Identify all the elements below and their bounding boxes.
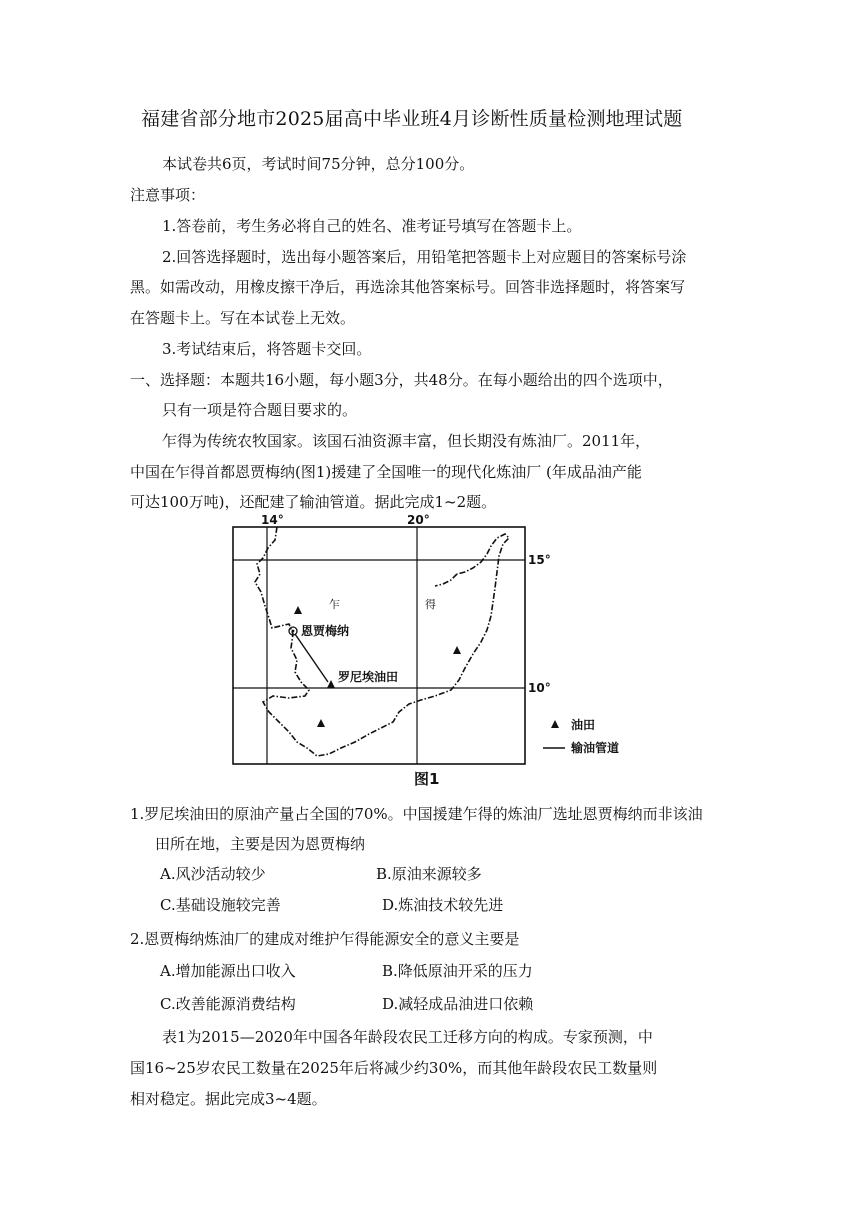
note-1: 1.答卷前，考生务必将自己的姓名、准考证号填写在答题卡上。 — [162, 217, 582, 235]
legend-pipeline-label: 输油管道 — [571, 741, 620, 755]
lat-10-label: 10° — [528, 681, 551, 695]
lon-14-label: 14° — [261, 513, 284, 527]
page-title: 福建省部分地市2025届高中毕业班4月诊断性质量检测地理试题 — [141, 108, 683, 130]
country-name-char-2: 得 — [425, 598, 436, 611]
notes-title: 注意事项： — [130, 186, 206, 204]
note-2-line-2: 黑。如需改动，用橡皮擦干净后，再选涂其他答案标号。回答非选择题时，将答案写 — [130, 278, 686, 296]
passage-2-line-2: 国16~25岁农民工数量在2025年后将减少约30%，而其他年龄段农民工数量则 — [130, 1059, 658, 1077]
oilfield-marker — [294, 606, 302, 614]
oilfield-marker — [453, 646, 461, 654]
q1-stem-line-1: 1.罗尼埃油田的原油产量占全国的70%。中国援建乍得的炼油厂选址恩贾梅纳而非该油 — [130, 805, 703, 823]
country-border — [255, 527, 509, 756]
section-heading-line-1: 一、选择题：本题共16小题，每小题3分，共48分。在每小题给出的四个选项中， — [130, 371, 673, 389]
pipeline-line — [295, 634, 328, 682]
note-3: 3.考试结束后，将答题卡交回。 — [162, 340, 372, 358]
lat-15-label: 15° — [528, 553, 551, 567]
q2-option-c: C.改善能源消费结构 — [160, 995, 296, 1013]
oilfield-marker — [317, 719, 325, 727]
q1-option-d: D.炼油技术较先进 — [382, 896, 504, 914]
note-2-line-1: 2.回答选择题时，选出每小题答案后，用铅笔把答题卡上对应题目的答案标号涂 — [162, 248, 687, 266]
passage-1-line-1: 乍得为传统农牧国家。该国石油资源丰富，但长期没有炼油厂。2011年， — [162, 432, 651, 450]
q1-stem-line-2: 田所在地，主要是因为恩贾梅纳 — [155, 835, 366, 853]
q2-stem: 2.恩贾梅纳炼油厂的建成对维护乍得能源安全的意义主要是 — [130, 930, 520, 948]
exam-info: 本试卷共6页，考试时间75分钟，总分100分。 — [162, 155, 475, 173]
q2-option-a: A.增加能源出口收入 — [160, 962, 296, 980]
q2-option-b: B.降低原油开采的压力 — [382, 962, 533, 980]
q1-option-a: A.风沙活动较少 — [160, 865, 266, 883]
q2-option-d: D.减轻成品油进口依赖 — [382, 995, 534, 1013]
passage-1-line-3: 可达100万吨)，还配建了输油管道。据此完成1~2题。 — [130, 493, 497, 511]
capital-marker-dot — [292, 630, 295, 633]
passage-2-line-1: 表1为2015—2020年中国各年龄段农民工迁移方向的构成。专家预测，中 — [162, 1028, 653, 1046]
lon-20-label: 20° — [407, 513, 430, 527]
passage-1-line-2: 中国在乍得首都恩贾梅纳(图1)援建了全国唯一的现代化炼油厂 (年成品油产能 — [130, 463, 642, 481]
legend-oilfield-icon — [551, 720, 559, 728]
q1-option-b: B.原油来源较多 — [376, 865, 482, 883]
capital-label: 恩贾梅纳 — [301, 624, 350, 638]
passage-2-line-3: 相对稳定。据此完成3~4题。 — [130, 1090, 327, 1108]
country-border-ne — [435, 574, 457, 586]
q1-option-c: C.基础设施较完善 — [160, 896, 281, 914]
country-name-char-1: 乍 — [329, 598, 340, 611]
legend-oilfield-label: 油田 — [571, 718, 596, 732]
section-heading-line-2: 只有一项是符合题目要求的。 — [162, 401, 358, 419]
note-2-line-3: 在答题卡上。写在本试卷上无效。 — [130, 309, 356, 327]
oilfield-label: 罗尼埃油田 — [338, 670, 399, 684]
figure-caption: 图1 — [414, 770, 440, 788]
figure-1-map — [225, 510, 645, 790]
